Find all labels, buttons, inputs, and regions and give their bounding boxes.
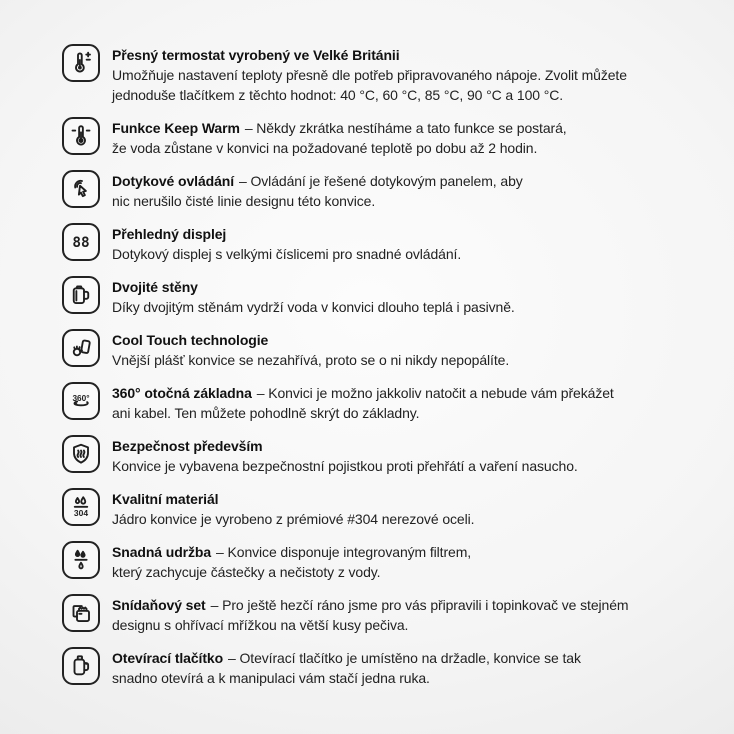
svg-text:88: 88 [72, 235, 90, 251]
feature-title: Funkce Keep Warm [112, 120, 240, 136]
feature-title: Snídaňový set [112, 597, 206, 613]
feature-title: Dotykové ovládání [112, 173, 235, 189]
feature-description-line: nic nerušilo čisté linie designu této konvice. [112, 193, 376, 209]
feature-row [62, 541, 698, 582]
feature-title: Otevírací tlačítko [112, 650, 224, 666]
feature-inline-text: – Pro ještě hezčí ráno jsme pro vás připravili i topinkovač ve stejném [210, 597, 629, 613]
feature-inline-text: – Konvice disponuje integrovaným filtrem, [216, 544, 472, 560]
feature-title: 360° otočná základna [112, 385, 252, 401]
feature-title: Přehledný displej [112, 226, 227, 242]
feature-inline-text: – Konvici je možno jakkoliv natočit a nebude vám překážet [256, 385, 614, 401]
feature-title: Snadná udržba [112, 544, 212, 560]
feature-inline-text: – Ovládání je řešené dotykovým panelem, aby [239, 173, 523, 189]
feature-inline-text: – Otevírací tlačítko je umístěno na držadle, konvice se tak [228, 650, 581, 666]
safety-shield-icon [62, 435, 100, 473]
feature-row [62, 329, 698, 370]
touch-control-icon [62, 170, 100, 208]
feature-row [62, 44, 698, 105]
svg-text:360°: 360° [72, 393, 90, 403]
feature-description-line: Konvice je vybavena bezpečnostní pojistkou proti přehřátí a vaření nasucho. [112, 458, 578, 474]
feature-row [62, 276, 698, 317]
feature-description-line: Díky dvojitým stěnám vydrží voda v konvici dlouho teplá i pasivně. [112, 299, 515, 315]
display-digits-icon [62, 223, 100, 261]
feature-row [62, 647, 698, 688]
feature-row [62, 170, 698, 211]
feature-row [62, 594, 698, 635]
feature-description-line: Vnější plášť konvice se nezahřívá, proto se o ni nikdy nepopálíte. [112, 352, 510, 368]
feature-description-line: designu s ohřívací mřížkou na větší kusy pečiva. [112, 617, 409, 633]
feature-description-line: snadno otevírá a k manipulaci vám stačí jedna ruka. [112, 670, 430, 686]
cool-touch-icon [62, 329, 100, 367]
feature-inline-text: – Někdy zkrátka nestíháme a tato funkce se postará, [244, 120, 567, 136]
steel-304-icon [62, 488, 100, 526]
feature-description-line: ani kabel. Ten můžete pohodlně skrýt do základny. [112, 405, 420, 421]
feature-title: Dvojité stěny [112, 279, 198, 295]
feature-description-line: že voda zůstane v konvici na požadované teplotě po dobu až 2 hodin. [112, 140, 538, 156]
open-button-kettle-icon [62, 647, 100, 685]
feature-title: Cool Touch technologie [112, 332, 269, 348]
rotate-360-icon [62, 382, 100, 420]
feature-row [62, 488, 698, 529]
feature-description-line: který zachycuje částečky a nečistoty z vody. [112, 564, 381, 580]
feature-description-line: Dotykový displej s velkými číslicemi pro snadné ovládání. [112, 246, 462, 262]
feature-row [62, 223, 698, 264]
water-filter-icon [62, 541, 100, 579]
double-wall-kettle-icon [62, 276, 100, 314]
toaster-icon [62, 594, 100, 632]
thermometer-keep-warm-icon [62, 117, 100, 155]
feature-description-line: Jádro konvice je vyrobeno z prémiové #304 nerezové oceli. [112, 511, 475, 527]
svg-text:304: 304 [73, 507, 89, 518]
feature-list [62, 44, 698, 688]
feature-title: Kvalitní materiál [112, 491, 219, 507]
feature-description-line: jednoduše tlačítkem z těchto hodnot: 40 °C, 60 °C, 85 °C, 90 °C a 100 °C. [112, 87, 564, 103]
feature-row [62, 117, 698, 158]
feature-row [62, 435, 698, 476]
thermometer-precision-icon [62, 44, 100, 82]
feature-row [62, 382, 698, 423]
feature-title: Přesný termostat vyrobený ve Velké Británii [112, 47, 400, 63]
feature-title: Bezpečnost především [112, 438, 263, 454]
feature-description-line: Umožňuje nastavení teploty přesně dle potřeb připravovaného nápoje. Zvolit můžete [112, 67, 627, 83]
